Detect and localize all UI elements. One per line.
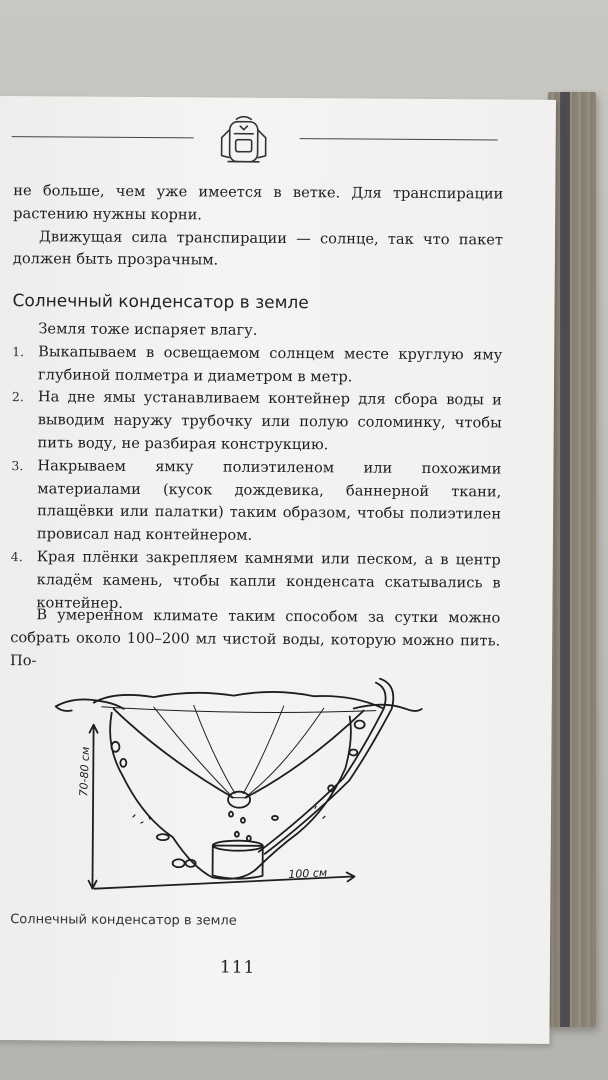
book-cover-edge — [548, 92, 596, 1027]
steps-list — [10, 341, 502, 618]
header-rule-left — [12, 136, 194, 138]
list-item: 3. Накрываем ямку полиэтиленом или похожими материалами (кусок дождевика, баннерной ткани, плащёвки или палатки) таким образом, чтобы полиэтилен провисал над контейнером. — [11, 457, 502, 544]
book-page — [0, 96, 556, 1044]
paragraph-2: Движущая сила транспирации — солнце, так что пакет должен быть прозрачным. — [12, 227, 504, 269]
section-body — [10, 318, 502, 618]
depth-label: 70-80 см — [77, 746, 93, 797]
backpack-icon — [213, 111, 273, 169]
closing-text — [10, 604, 500, 676]
header-rule-right — [300, 138, 498, 140]
width-label: 100 см — [288, 866, 328, 882]
list-item: 1. Выкапываем в освещаемом солнцем месте круглую яму глубиной полметра и диаметром в метр. — [12, 343, 503, 386]
list-item: 4. Края плёнки закрепляем камнями или песком, а в центр кладём камень, чтобы капли конденсата скатывались в контейнер. — [10, 548, 501, 612]
section-lead: Земля тоже испаряет влагу. — [38, 320, 258, 339]
list-item: 2. На дне ямы устанавливаем контейнер для сбора воды и выводим наружу трубочку или полую соломинку, чтобы пить воду, не разбирая конструкцию. — [11, 388, 502, 454]
figure-caption: Солнечный конденсатор в земле — [10, 912, 237, 929]
section-title: Солнечный конденсатор в земле — [12, 291, 309, 314]
book-spine — [560, 92, 570, 1027]
paragraph-1: не больше, чем уже имеется в ветке. Для транспирации растению нужны корни. — [13, 182, 504, 224]
paragraph-closing: В умеренном климате таким способом за сутки можно собрать около 100–200 мл чистой воды, которую можно пить. По- — [10, 606, 501, 669]
intro-text — [13, 180, 504, 275]
page-number: 111 — [219, 957, 256, 978]
solar-still-illustration — [52, 666, 424, 904]
